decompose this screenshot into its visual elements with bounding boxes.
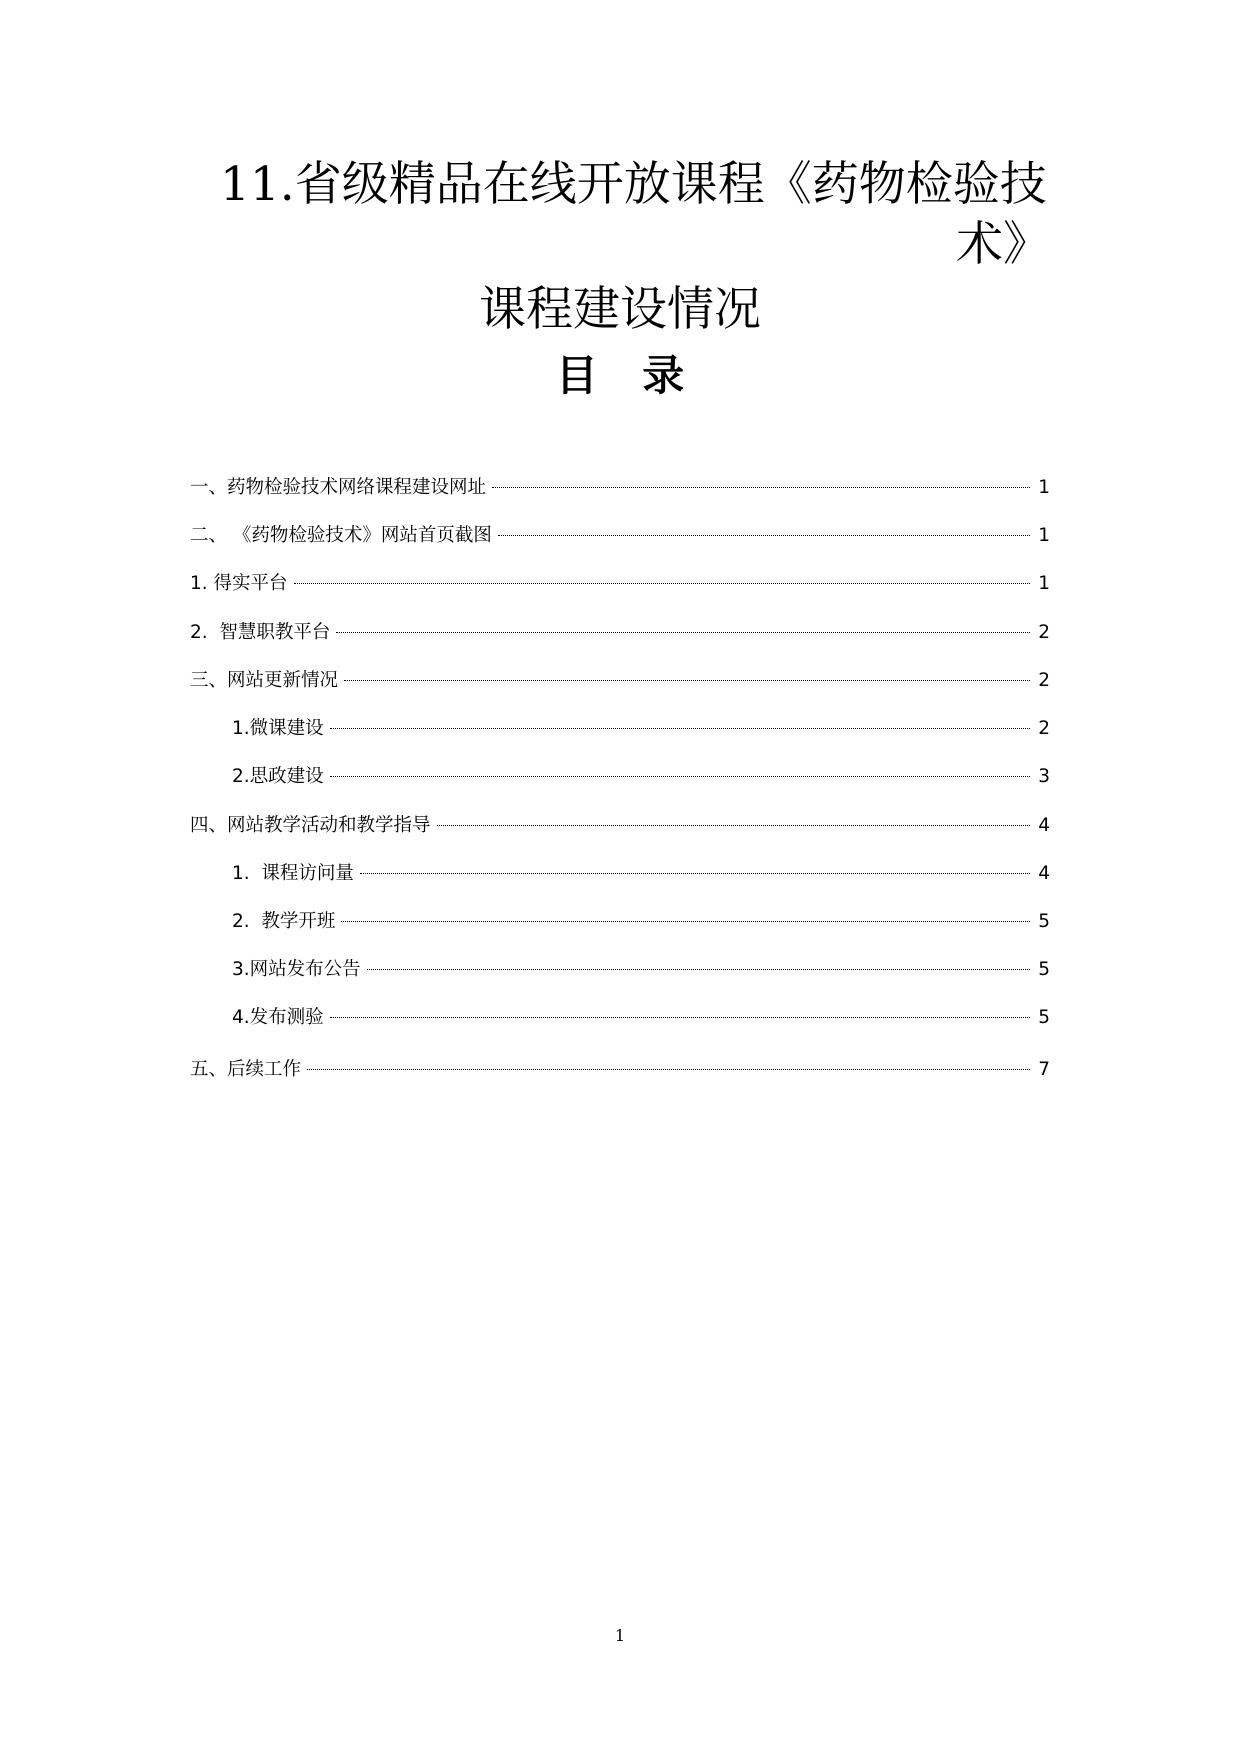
- toc-entry[interactable]: [232, 1006, 1050, 1030]
- toc-entry-page: 1: [1038, 573, 1050, 594]
- toc-leader-dots: [330, 1017, 1031, 1018]
- toc-entry-label: 2. 智慧职教平台: [190, 622, 331, 643]
- toc-leader-dots: [307, 1069, 1030, 1070]
- toc-entry[interactable]: [232, 765, 1050, 789]
- toc-leader-dots: [330, 728, 1031, 729]
- toc-entry-page: 4: [1038, 863, 1050, 884]
- toc-heading: 目 录: [555, 351, 685, 400]
- toc-entry-label: 二、 《药物检验技术》网站首页截图: [190, 525, 492, 546]
- toc-entry-page: 3: [1038, 766, 1050, 787]
- toc-entry-page: 2: [1038, 718, 1050, 739]
- toc-entry[interactable]: [190, 814, 1050, 838]
- toc-entry[interactable]: [190, 524, 1050, 548]
- toc-entry-label: 1.微课建设: [232, 718, 324, 739]
- toc-entry-page: 2: [1038, 622, 1050, 643]
- toc-entry[interactable]: [190, 476, 1050, 500]
- toc-entry-label: 2. 教学开班: [232, 911, 336, 932]
- toc-entry-label: 3.网站发布公告: [232, 959, 361, 980]
- toc-entry-label: 三、网站更新情况: [190, 670, 339, 691]
- toc-entry-label: 1. 课程访问量: [232, 863, 354, 884]
- toc-entry-page: 5: [1038, 911, 1050, 932]
- toc-entry-label: 一、药物检验技术网络课程建设网址: [190, 477, 487, 498]
- toc-leader-dots: [492, 487, 1030, 488]
- toc-leader-dots: [344, 680, 1030, 681]
- toc-entry-label: 1. 得实平台: [190, 573, 288, 594]
- toc-leader-dots: [336, 632, 1030, 633]
- toc-entry[interactable]: [232, 862, 1050, 886]
- toc-entry[interactable]: [190, 1058, 1050, 1082]
- toc-leader-dots: [294, 583, 1031, 584]
- toc-entry-label: 2.思政建设: [232, 766, 324, 787]
- toc-entry[interactable]: [232, 958, 1050, 982]
- toc-entry-label: 4.发布测验: [232, 1007, 324, 1028]
- toc-entry-label: 四、网站教学活动和教学指导: [190, 815, 431, 836]
- page-number: 1: [614, 1626, 626, 1645]
- toc-entry-page: 2: [1038, 670, 1050, 691]
- toc-leader-dots: [498, 535, 1030, 536]
- document-subtitle: 课程建设情况: [479, 282, 761, 337]
- toc-entry[interactable]: [232, 717, 1050, 741]
- toc-leader-dots: [330, 776, 1031, 777]
- toc-entry-page: 4: [1038, 815, 1050, 836]
- toc-entry-page: 5: [1038, 959, 1050, 980]
- toc-entry-page: 5: [1038, 1007, 1050, 1028]
- toc-leader-dots: [360, 873, 1030, 874]
- toc-leader-dots: [367, 969, 1031, 970]
- toc-entry[interactable]: [232, 910, 1050, 934]
- toc-entry[interactable]: [190, 572, 1050, 596]
- document-title-line-1: 11.省级精品在线开放课程《药物检验技: [220, 157, 1047, 212]
- toc-entry[interactable]: [190, 621, 1050, 645]
- document-title-line-2: 术》: [956, 217, 1050, 272]
- toc-entry-page: 1: [1038, 477, 1050, 498]
- toc-leader-dots: [341, 921, 1030, 922]
- toc-entry[interactable]: [190, 669, 1050, 693]
- toc-leader-dots: [437, 825, 1031, 826]
- toc-entry-page: 7: [1038, 1059, 1050, 1080]
- toc-entry-label: 五、后续工作: [190, 1059, 302, 1080]
- toc-entry-page: 1: [1038, 525, 1050, 546]
